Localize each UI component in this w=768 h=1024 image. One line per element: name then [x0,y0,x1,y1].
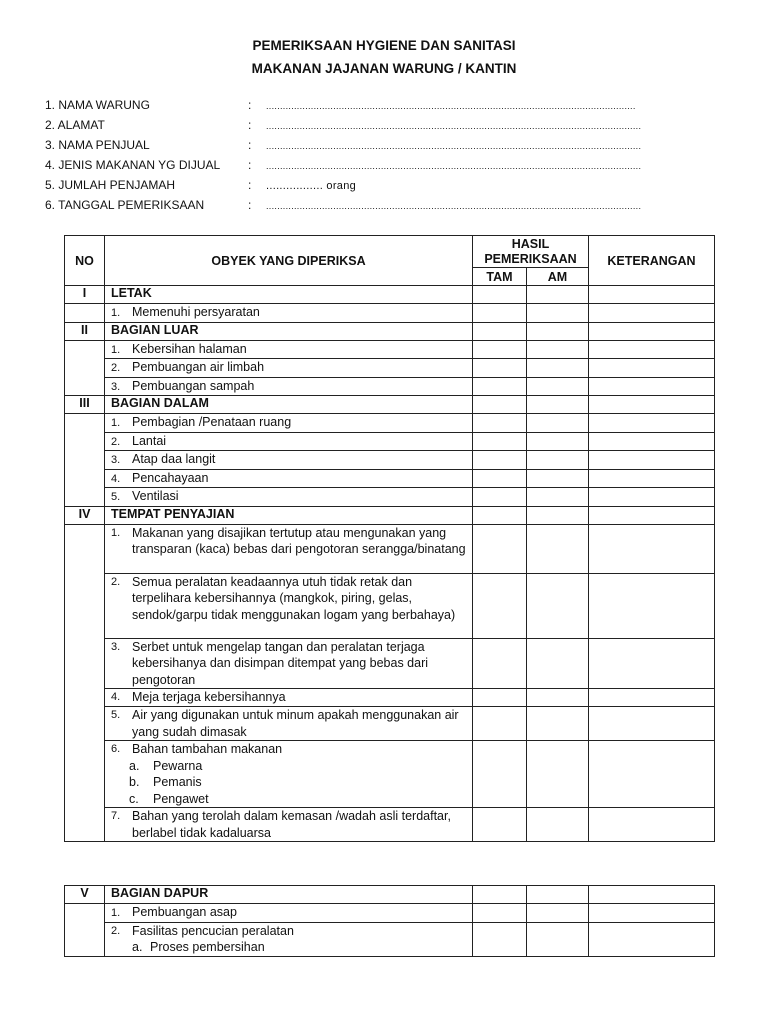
tam-cell[interactable] [473,689,527,707]
keterangan-cell[interactable] [589,808,715,842]
tam-cell[interactable] [473,396,527,414]
field-jenis-makanan [45,158,735,176]
keterangan-cell[interactable] [589,359,715,378]
item-number: 1. [111,907,121,919]
table-row [65,469,715,488]
am-cell[interactable] [527,488,589,507]
table-row [65,340,715,359]
item-number: 2. [111,435,121,448]
section-number: I [65,286,105,304]
sub-item-text: Pengawet [153,791,209,806]
field-tanggal-pemeriksaan [45,198,735,216]
sub-item-label: a. [129,758,140,773]
am-cell[interactable] [527,359,589,378]
table-row [65,359,715,378]
field-colon: : [248,118,252,132]
tam-cell[interactable] [473,304,527,323]
section-row [65,286,715,304]
item-text: Meja terjaga kebersihannya [132,690,286,704]
tam-cell[interactable] [473,432,527,451]
tam-cell[interactable] [473,414,527,433]
keterangan-cell[interactable] [589,524,715,573]
field-colon: : [248,98,252,112]
sub-item-text: Pemanis [153,775,202,789]
section-number: V [65,886,105,904]
am-cell[interactable] [527,922,589,956]
field-value: .................................................................................................................................... [266,101,636,111]
keterangan-cell[interactable] [589,304,715,323]
tam-cell[interactable] [473,808,527,842]
item-text: Makanan yang disajikan tertutup atau mengunakan yang transparan (kaca) bebas dari pengotoran serangga/binatang [132,525,466,556]
table-row [65,741,715,808]
tam-cell[interactable] [473,359,527,378]
am-cell[interactable] [527,304,589,323]
am-cell[interactable] [527,340,589,359]
tam-cell[interactable] [473,886,527,904]
section-name: BAGIAN LUAR [105,322,473,340]
am-cell[interactable] [527,377,589,396]
tam-cell[interactable] [473,340,527,359]
section-row [65,886,715,904]
am-cell[interactable] [527,506,589,524]
table-row [65,922,715,956]
tam-cell[interactable] [473,638,527,689]
item-text: Pembagian /Penataan ruang [132,415,292,429]
field-value: ...................................................................................................................................... [266,141,642,151]
am-cell[interactable] [527,808,589,842]
am-cell[interactable] [527,524,589,573]
field-label: 5. JUMLAH PENJAMAH [45,178,176,192]
tam-cell[interactable] [473,377,527,396]
am-cell[interactable] [527,322,589,340]
tam-cell[interactable] [473,451,527,470]
tam-cell[interactable] [473,322,527,340]
table-row [65,689,715,707]
item-number: 1. [111,343,121,356]
am-cell[interactable] [527,689,589,707]
inspection-table-continued [64,885,715,957]
keterangan-cell[interactable] [589,707,715,741]
tam-cell[interactable] [473,488,527,507]
am-cell[interactable] [527,414,589,433]
section-number: II [65,322,105,340]
am-cell[interactable] [527,707,589,741]
section-row [65,506,715,524]
sub-item-label: b. [129,775,140,789]
section-name: BAGIAN DALAM [105,396,473,414]
section-row [65,322,715,340]
keterangan-cell[interactable] [589,904,715,923]
field-colon: : [248,178,252,192]
table-row [65,573,715,638]
item-number: 2. [111,924,121,937]
am-cell[interactable] [527,638,589,689]
table-row [65,904,715,923]
item-number: 7. [111,810,121,822]
sub-item-text: Pewarna [153,758,203,773]
section-name: LETAK [105,286,473,304]
sub-item-label: c. [129,791,139,806]
item-number: 3. [111,380,121,393]
document-title-line2: MAKANAN JAJANAN WARUNG / KANTIN [251,61,517,76]
item-number: 3. [111,640,121,653]
item-number: 1. [111,417,121,429]
am-cell[interactable] [527,432,589,451]
keterangan-cell[interactable] [589,432,715,451]
item-text: Bahan tambahan makanan [132,742,283,756]
field-nama-penjual [45,138,735,156]
section-row [65,396,715,414]
table-row [65,524,715,573]
item-text: Pembuangan air limbah [132,360,265,374]
item-text: Bahan yang terolah dalam kemasan /wadah asli terdaftar, berlabel tidak kadaluarsa [132,809,451,840]
keterangan-cell[interactable] [589,451,715,470]
field-jumlah-penjamah [45,178,735,196]
table-row [65,707,715,741]
field-nama-warung [45,98,735,116]
am-cell[interactable] [527,451,589,470]
am-cell[interactable] [527,741,589,808]
item-text: Pembuangan asap [132,905,237,919]
item-text: Serbet untuk mengelap tangan dan peralatan terjaga kebersihanya dan disimpan ditempat yang bebas dari pengotoran [132,639,429,687]
item-text: Pencahayaan [132,470,209,485]
item-number: 1. [111,526,121,539]
keterangan-cell[interactable] [589,488,715,507]
keterangan-cell[interactable] [589,322,715,340]
item-text: Ventilasi [132,489,179,503]
header-keterangan: KETERANGAN [589,236,715,286]
am-cell[interactable] [527,286,589,304]
field-value: ...................................................................................................................................... [266,161,642,171]
inspection-table [64,235,715,842]
item-number: 3. [111,454,121,466]
tam-cell[interactable] [473,707,527,741]
table-row [65,451,715,470]
item-number: 4. [111,472,121,485]
document-title-line1: PEMERIKSAAN HYGIENE DAN SANITASI [252,38,516,53]
am-cell[interactable] [527,469,589,488]
am-cell[interactable] [527,573,589,638]
field-alamat [45,118,735,136]
field-label: 1. NAMA WARUNG [45,98,150,112]
section-number: IV [65,506,105,524]
section-name: TEMPAT PENYAJIAN [105,506,473,524]
keterangan-cell[interactable] [589,414,715,433]
field-label: 2. ALAMAT [45,118,105,132]
header-am: AM [527,268,589,286]
am-cell[interactable] [527,886,589,904]
header-object: OBYEK YANG DIPERIKSA [105,236,473,286]
item-text: Semua peralatan keadaannya utuh tidak retak dan terpelihara kebersihannya (mangkok, piring, gelas, sendok/garpu tidak menggunakan logam yang berbahaya) [132,574,456,622]
tam-cell[interactable] [473,286,527,304]
field-label: 4. JENIS MAKANAN YG DIJUAL [45,158,221,172]
tam-cell[interactable] [473,741,527,808]
item-text: Memenuhi persyaratan [132,305,260,319]
keterangan-cell[interactable] [589,286,715,304]
item-number: 6. [111,743,121,755]
am-cell[interactable] [527,904,589,923]
field-value: ................. orang [266,180,357,192]
keterangan-cell[interactable] [589,689,715,707]
header-tam: TAM [473,268,527,286]
item-number: 1. [111,307,121,319]
keterangan-cell[interactable] [589,638,715,689]
tam-cell[interactable] [473,904,527,923]
keterangan-cell[interactable] [589,741,715,808]
item-number: 2. [111,575,121,588]
tam-cell[interactable] [473,524,527,573]
field-colon: : [248,158,252,172]
field-label: 3. NAMA PENJUAL [45,138,150,152]
keterangan-cell[interactable] [589,573,715,638]
table-row [65,638,715,689]
item-number: 4. [111,691,121,703]
keterangan-cell[interactable] [589,469,715,488]
header-no: NO [65,236,105,286]
item-text: Kebersihan halaman [132,341,247,356]
table-row [65,808,715,842]
keterangan-cell[interactable] [589,922,715,956]
sub-item-text: Proses pembersihan [150,940,265,954]
tam-cell[interactable] [473,506,527,524]
item-text: Air yang digunakan untuk minum apakah menggunakan air yang sudah dimasak [132,708,459,739]
tam-cell[interactable] [473,573,527,638]
table-row [65,488,715,507]
keterangan-cell[interactable] [589,340,715,359]
item-text: Pembuangan sampah [132,378,255,393]
table-row [65,304,715,323]
item-number: 5. [111,709,121,721]
table-row [65,414,715,433]
table-row [65,377,715,396]
section-name: BAGIAN DAPUR [105,886,473,904]
tam-cell[interactable] [473,922,527,956]
header-hasil: HASIL PEMERIKSAAN [473,236,589,268]
field-colon: : [248,198,252,212]
table-row [65,432,715,451]
section-number: III [65,396,105,414]
field-value: ...................................................................................................................................... [266,201,642,211]
am-cell[interactable] [527,396,589,414]
field-colon: : [248,138,252,152]
keterangan-cell[interactable] [589,396,715,414]
item-text: Fasilitas pencucian peralatan [132,923,294,938]
item-text: Atap daa langit [132,452,216,466]
keterangan-cell[interactable] [589,377,715,396]
item-text: Lantai [132,433,167,448]
item-number: 5. [111,491,121,503]
keterangan-cell[interactable] [589,886,715,904]
item-number: 2. [111,362,121,374]
tam-cell[interactable] [473,469,527,488]
field-value: ...................................................................................................................................... [266,121,642,131]
sub-item-label: a. [132,940,143,954]
keterangan-cell[interactable] [589,506,715,524]
field-label: 6. TANGGAL PEMERIKSAAN [45,198,205,212]
